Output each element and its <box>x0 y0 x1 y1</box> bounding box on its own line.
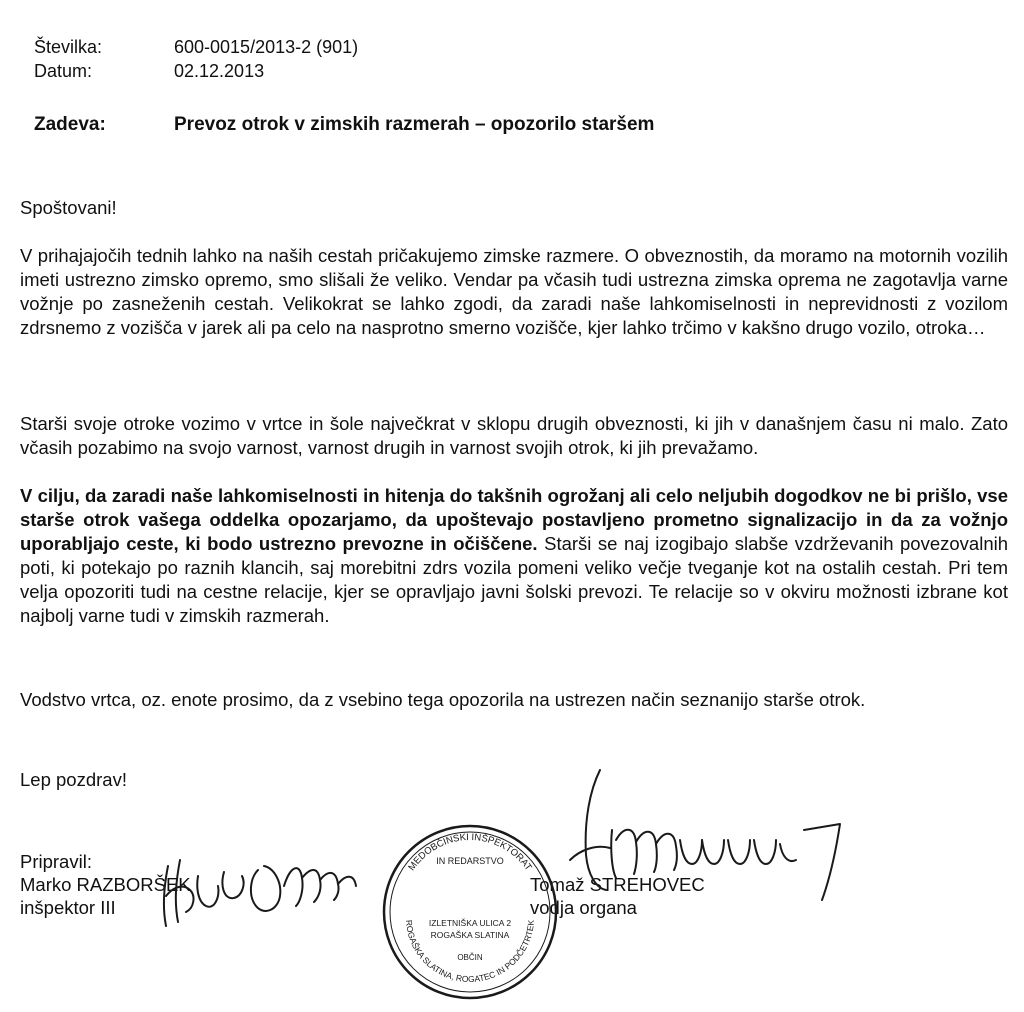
date-row <box>0 60 1024 82</box>
subject-title: Prevoz otrok v zimskih razmerah – opozorilo staršem <box>174 114 655 135</box>
prepared-by-title: inšpektor III <box>20 897 116 918</box>
prepared-by-name: Marko RAZBORŠEK <box>20 874 191 895</box>
stamp-line-3: IZLETNIŠKA ULICA 2 <box>428 918 512 928</box>
stamp-line-2: IN REDARSTVO <box>436 856 504 866</box>
official-stamp <box>380 808 560 1008</box>
date-value: 02.12.2013 <box>174 61 265 81</box>
stamp-line-4: ROGAŠKA SLATINA <box>430 930 510 940</box>
number-value: 600-0015/2013-2 (901) <box>174 37 359 57</box>
signature-razborsek <box>150 826 390 936</box>
subject-row <box>0 113 1024 137</box>
date-label: Datum: <box>34 61 93 81</box>
greeting: Spoštovani! <box>20 197 117 218</box>
paragraph-intro: V prihajajočih tednih lahko na naših cestah pričakujemo zimske razmere. O obveznostih, da moramo na motornih vozilih imeti ustrezno zimsko opremo, smo slišali že veliko. Vendar pa včasih tudi ustrezna zimska oprema ne zagotavlja varne vožnje po zasneženih cestah. Velikokrat se lahko zgodi, da zaradi naše lahkomiselnosti in neprevidnosti z vozilom zdrsnemo z vozišča v jarek ali pa celo na nasprotno smerno vozišče, kjer lahko trčimo v kakšno drugo vozilo, otroka… <box>20 245 1008 338</box>
paragraph-parents: Starši svoje otroke vozimo v vrtce in šole največkrat v sklopu drugih obveznosti, ki jih v današnjem času ni malo. Zato včasih pozabimo na svojo varnost, varnost drugih in varnost svojih otrok, ki jih prevažamo. <box>20 413 1008 458</box>
stamp-arc-bottom: ROGAŠKA SLATINA, ROGATEC IN PODČETRTEK <box>403 919 537 985</box>
prepared-by-label: Pripravil: <box>20 851 92 872</box>
number-label: Številka: <box>34 37 103 57</box>
signature-strehovec <box>540 760 870 910</box>
number-row <box>0 36 1024 58</box>
stamp-line-5: OBČIN <box>457 953 483 962</box>
warning-continued: Starši se naj izogibajo slabše vzdrževanih povezovalnih poti, ki potekajo po raznih klancih, saj morebitni zdrs vozila pomeni veliko večje tveganje kot na ostalih cestah. Pri tem velja opozoriti tudi na cestne relacije, kjer se opravljajo javni šolski prevozi. Te relacije so v okviru možnosti izbrane kot najbolj varne tudi v zimskih razmerah. <box>20 533 1009 626</box>
closing: Lep pozdrav! <box>20 769 127 790</box>
paragraph-warning <box>20 484 1008 628</box>
paragraph-request: Vodstvo vrtca, oz. enote prosimo, da z vsebino tega opozorila na ustrezen način seznanijo starše otrok. <box>20 689 866 710</box>
stamp-arc-top: MEDOBČINSKI INŠPEKTORAT <box>406 831 534 873</box>
head-title: vodja organa <box>530 897 637 918</box>
subject-label: Zadeva: <box>34 114 106 135</box>
warning-emphasis: V cilju, da zaradi naše lahkomiselnosti in hitenja do takšnih ogrožanj ali celo neljubih dogodkov ne bi prišlo, vse starše otrok vašega oddelka opozarjamo, da upoštevajo postavljeno prometno signalizacijo in da za vožnjo uporabljajo ceste, ki bodo ustrezno prevozne in očiščene. <box>20 485 1008 554</box>
head-name: Tomaž STREHOVEC <box>530 874 705 895</box>
